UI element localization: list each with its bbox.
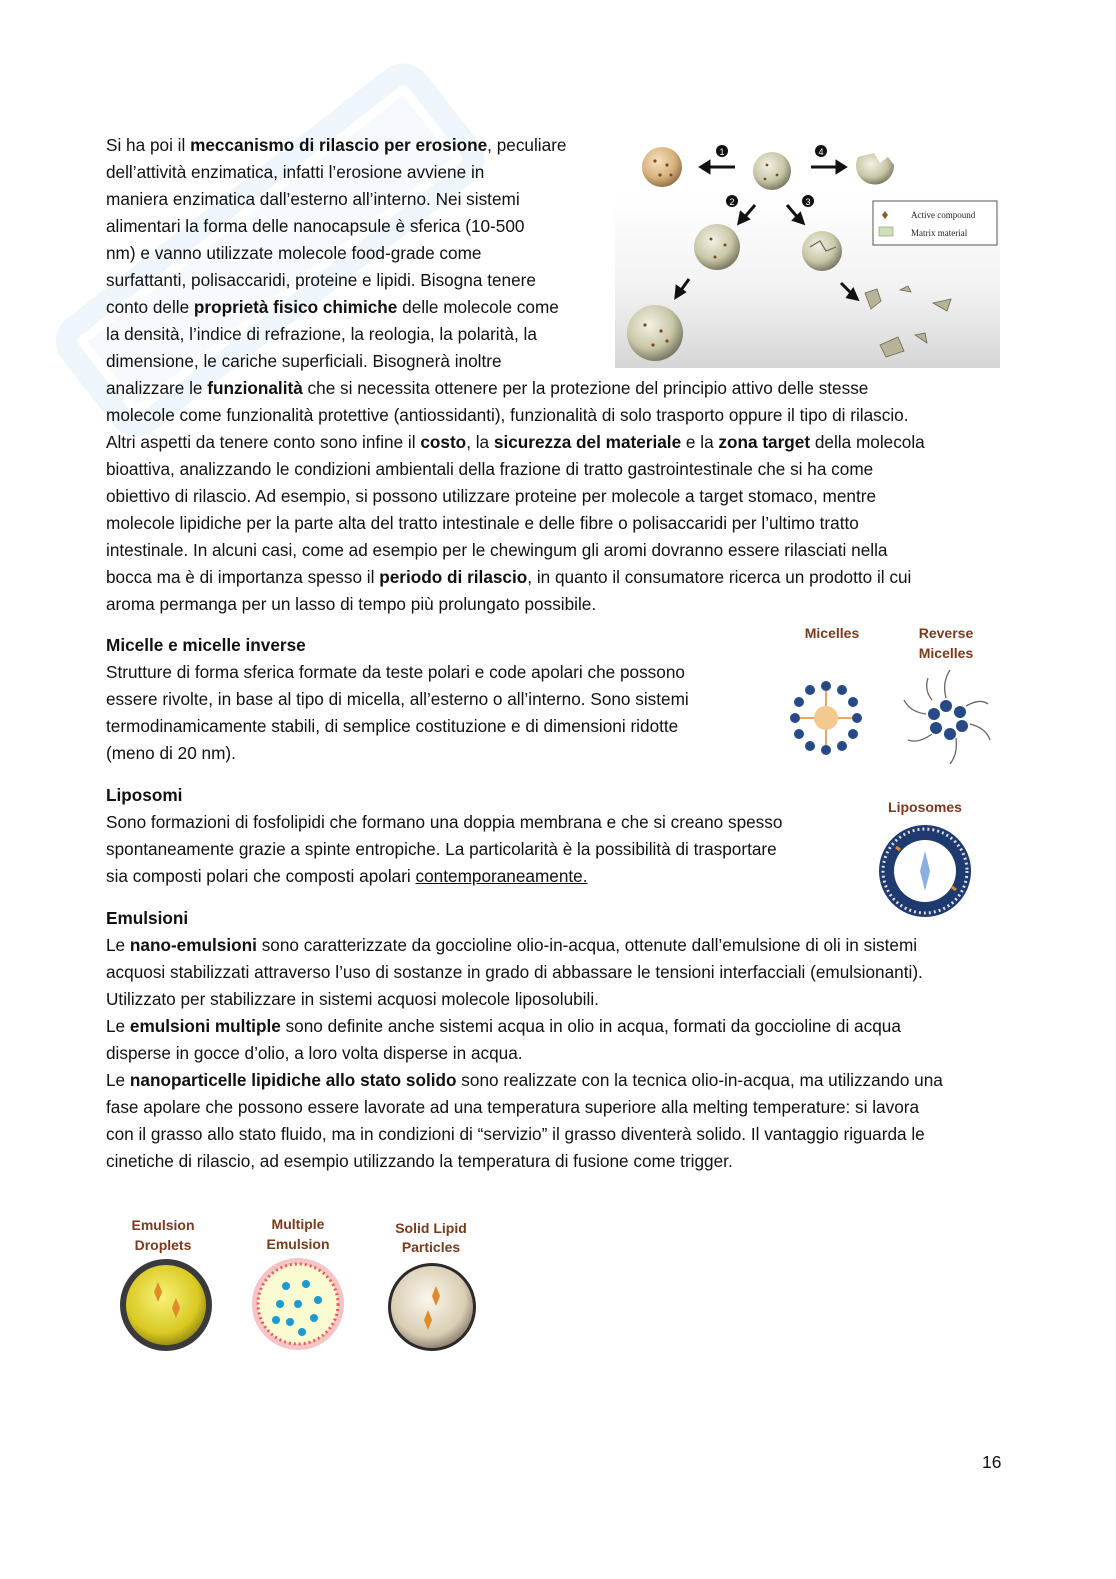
emulsioni-line: fase apolare che possono essere lavorate ad una temperatura superiore alla melting temperature: si lavora: [106, 1097, 920, 1117]
emulsioni-line: cinetiche di rilascio, ad esempio utilizzando la temperatura di fusione come trigger.: [106, 1151, 733, 1171]
liposomes-figure: [860, 795, 995, 925]
bold-term: sicurezza del materiale: [493, 432, 682, 452]
intro-line: obiettivo di rilascio. Ad esempio, si possono utilizzare proteine per molecole a target stomaco, mentre: [106, 486, 877, 506]
emulsion-droplet-drawing: [120, 1259, 212, 1351]
emulsioni-line: Utilizzato per stabilizzare in sistemi acquosi molecole liposolubili.: [106, 989, 599, 1009]
emulsioni-line: Le nanoparticelle lipidiche allo stato solido sono realizzate con la tecnica olio-in-acqua, ma utilizzando una: [106, 1070, 943, 1090]
label-liposomes: Liposomes: [888, 799, 962, 815]
intro-line: alimentari la forma delle nanocapsule è sferica (10-500: [106, 216, 525, 236]
bold-term: meccanismo di rilascio per erosione: [190, 135, 488, 155]
intro-line: dell’attività enzimatica, infatti l’erosione avviene in: [106, 162, 485, 182]
emulsioni-line: Le nano-emulsioni sono caratterizzate da goccioline olio-in-acqua, ottenute dall’emulsione di oli in sistemi: [106, 935, 918, 955]
step-1: 1: [719, 147, 725, 157]
micelles-figure: [780, 620, 1000, 770]
erosion-release-figure: [615, 135, 1000, 368]
intro-line: molecole lipidiche per la parte alta del tratto intestinale e delle fibre o polisaccaridi per l’ultimo tratto: [106, 513, 859, 533]
label-droplets: Droplets: [134, 1237, 192, 1253]
micelle-line: Strutture di forma sferica formate da teste polari e code apolari che possono: [106, 662, 685, 682]
intro-line: Altri aspetti da tenere conto sono infine il costo, la sicurezza del materiale e la zona target della molecola: [106, 432, 925, 452]
label-particles: Particles: [401, 1239, 461, 1255]
micelle-line: (meno di 20 nm).: [106, 743, 236, 763]
sphere-porous: [642, 147, 682, 187]
bold-term: nano-emulsioni: [129, 935, 257, 955]
legend-active-compound: Active compound: [911, 210, 976, 220]
liposomi-line: sia composti polari che composti apolari contemporaneamente.: [106, 866, 588, 886]
intro-line: bocca ma è di importanza spesso il periodo di rilascio, in quanto il consumatore ricerca un prodotto il cui: [106, 567, 912, 587]
intro-line: maniera enzimatica dall’esterno all’interno. Nei sistemi: [106, 189, 520, 209]
label-multiple-emulsion: Emulsion: [266, 1236, 330, 1252]
micelle-line: essere rivolte, in base al tipo di micella, all’esterno o all’interno. Sono sistemi: [106, 689, 689, 709]
page-number: 16: [982, 1452, 1002, 1472]
multiple-emulsion-drawing: [252, 1258, 344, 1350]
intro-line: intestinale. In alcuni casi, come ad esempio per le chewingum gli aromi dovranno essere rilasciati nella: [106, 540, 888, 560]
emulsioni-line: con il grasso allo stato fluido, ma in condizioni di “servizio” il grasso diventerà solido. Il vantaggio riguarda le: [106, 1124, 925, 1144]
figure-legend: [873, 201, 997, 245]
label-reverse: Reverse: [918, 625, 974, 641]
bold-term: costo: [420, 432, 467, 452]
emulsioni-line: acquosi stabilizzati attraverso l’uso di sostanze in grado di abbassare le tensioni interfacciali (emulsionanti).: [106, 962, 923, 982]
heading-emulsioni: Emulsioni: [106, 908, 189, 928]
reverse-micelle-drawing: [904, 670, 990, 764]
emulsion-figures: [110, 1212, 490, 1357]
intro-line: la densità, l’indice di refrazione, la reologia, la polarità, la: [106, 324, 537, 344]
micelle-drawing: [790, 681, 862, 755]
underlined-term: contemporaneamente.: [415, 866, 588, 886]
heading-liposomi: Liposomi: [106, 785, 183, 805]
emulsioni-line: Le emulsioni multiple sono definite anche sistemi acqua in olio in acqua, formati da goccioline di acqua: [106, 1016, 901, 1036]
intro-line: nm) e vanno utilizzate molecole food-grade come: [106, 243, 482, 263]
intro-line: surfattanti, polisaccaridi, proteine e lipidi. Bisogna tenere: [106, 270, 536, 290]
label-reverse-micelles: Micelles: [918, 645, 974, 661]
label-multiple: Multiple: [271, 1216, 325, 1232]
bold-term: periodo di rilascio: [379, 567, 528, 587]
bold-term: nanoparticelle lipidiche allo stato solido: [129, 1070, 457, 1090]
label-micelles: Micelles: [804, 625, 860, 641]
intro-line: molecole come funzionalità protettive (antiossidanti), funzionalità di solo trasporto oppure il tipo di rilascio.: [106, 405, 909, 425]
intro-line: Si ha poi il meccanismo di rilascio per erosione, peculiare: [106, 135, 567, 155]
intro-line: bioattiva, analizzando le condizioni ambientali della frazione di tratto gastrointestinale che si ha come: [106, 459, 874, 479]
intro-line: analizzare le funzionalità che si necessita ottenere per la protezione del principio attivo delle stesse: [106, 378, 869, 398]
intro-line: dimensione, le cariche superficiali. Bisognerà inoltre: [106, 351, 502, 371]
solid-lipid-particle-drawing: [388, 1263, 476, 1351]
bold-term: emulsioni multiple: [129, 1016, 281, 1036]
liposomi-line: spontaneamente grazie a spinte entropiche. La particolarità è la possibilità di trasportare: [106, 839, 777, 859]
heading-micelle: Micelle e micelle inverse: [106, 635, 306, 655]
bold-term: funzionalità: [207, 378, 303, 398]
label-solid-lipid: Solid Lipid: [395, 1220, 467, 1236]
legend-matrix-material: Matrix material: [911, 228, 968, 238]
intro-line: conto delle proprietà fisico chimiche delle molecole come: [106, 297, 559, 317]
emulsioni-line: disperse in gocce d’olio, a loro volta disperse in acqua.: [106, 1043, 523, 1063]
micelle-line: termodinamicamente stabili, di semplice costituzione e di dimensioni ridotte: [106, 716, 679, 736]
step-3: 3: [805, 197, 811, 207]
liposomi-line: Sono formazioni di fosfolipidi che formano una doppia membrana e che si creano spesso: [106, 812, 783, 832]
bold-term: zona target: [718, 432, 811, 452]
bold-term: proprietà fisico chimiche: [193, 297, 398, 317]
intro-line: aroma permanga per un lasso di tempo più prolungato possibile.: [106, 594, 597, 614]
step-2: 2: [729, 197, 735, 207]
label-emulsion: Emulsion: [131, 1217, 195, 1233]
step-4: 4: [818, 147, 824, 157]
